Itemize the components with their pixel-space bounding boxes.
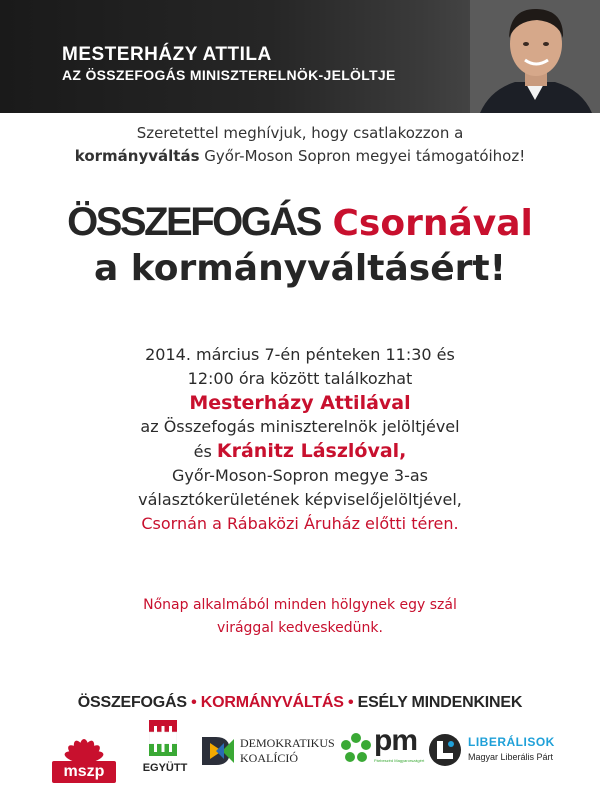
speaker-2-name: Kránitz Lászlóval, xyxy=(216,440,407,462)
invitation-bold: kormányváltás xyxy=(74,147,200,165)
egyutt-label: EGYÜTT xyxy=(142,762,188,774)
mszp-label: mszp xyxy=(52,761,116,783)
slogan-part-2: KORMÁNYVÁLTÁS xyxy=(200,694,344,711)
pm-sublabel: Párbeszéd Magyarországért xyxy=(374,758,425,763)
pm-label: pm xyxy=(374,724,417,757)
slogan-part-1: ÖSSZEFOGÁS xyxy=(77,694,187,711)
slogan-bar xyxy=(0,694,600,712)
mszp-logo xyxy=(52,725,116,785)
invitation-line-2 xyxy=(0,145,600,168)
dk-label-1: DEMOKRATIKUS xyxy=(240,736,335,750)
liberalisok-logo xyxy=(428,733,558,773)
invitation-line-1: Szeretettel meghívjuk, hogy csatlakozzon a xyxy=(136,124,464,142)
mszp-flower-icon xyxy=(52,725,116,763)
speaker-2-region: Győr-Moson-Sopron megye 3-as xyxy=(171,466,429,485)
speaker-2-prefix: és xyxy=(193,442,217,461)
slogan-part-3: ESÉLY MINDENKINEK xyxy=(357,694,523,711)
liberalisok-label: LIBERÁLISOK xyxy=(468,735,555,749)
liberalisok-sublabel: Magyar Liberális Párt xyxy=(468,752,554,762)
dk-logo xyxy=(200,733,335,773)
invitation-text xyxy=(0,122,600,168)
speaker-1-name: Mesterházy Attilával xyxy=(189,392,411,414)
pm-flower-icon xyxy=(340,732,372,764)
headline-town: Csornával xyxy=(319,203,533,244)
headline-brand: ÖSSZEFOGÁS xyxy=(67,200,320,244)
event-date: 2014. március 7-én pénteken 11:30 és xyxy=(145,345,455,364)
candidate-name: MESTERHÁZY ATTILA xyxy=(62,44,272,65)
dk-label-2: KOALÍCIÓ xyxy=(240,751,298,765)
womens-day-note xyxy=(0,594,600,640)
liberalisok-emblem-icon xyxy=(428,733,462,767)
candidate-portrait xyxy=(470,0,600,113)
slogan-separator-1: • xyxy=(191,694,197,711)
speaker-1-role: az Összefogás miniszterelnök jelöltjével xyxy=(140,417,460,436)
egyutt-logo xyxy=(140,720,190,782)
party-logos xyxy=(0,715,600,785)
dk-emblem-icon xyxy=(200,733,236,769)
egyutt-flag-icon xyxy=(149,720,177,756)
speaker-2-line xyxy=(0,439,600,464)
slogan-separator-2: • xyxy=(347,694,354,711)
event-location: Csornán a Rábaközi Áruház előtti téren. xyxy=(141,514,459,533)
headline xyxy=(0,200,600,292)
candidate-subtitle: AZ ÖSSZEFOGÁS MINISZTERELNÖK-JELÖLTJE xyxy=(62,67,396,83)
pm-logo xyxy=(340,724,425,780)
note-line-1: Nőnap alkalmából minden hölgynek egy szál xyxy=(143,597,457,613)
headline-line-2: a kormányváltásért! xyxy=(93,248,506,289)
event-time: 12:00 óra között találkozhat xyxy=(187,369,413,388)
headline-line-1 xyxy=(0,200,600,246)
invitation-rest: Győr-Moson Sopron megyei támogatóihoz! xyxy=(199,147,526,165)
event-details xyxy=(0,343,600,536)
header-banner xyxy=(0,0,600,113)
speaker-2-role: választókerületének képviselőjelöltjével, xyxy=(138,490,462,509)
note-line-2: virággal kedveskedünk. xyxy=(217,620,383,636)
